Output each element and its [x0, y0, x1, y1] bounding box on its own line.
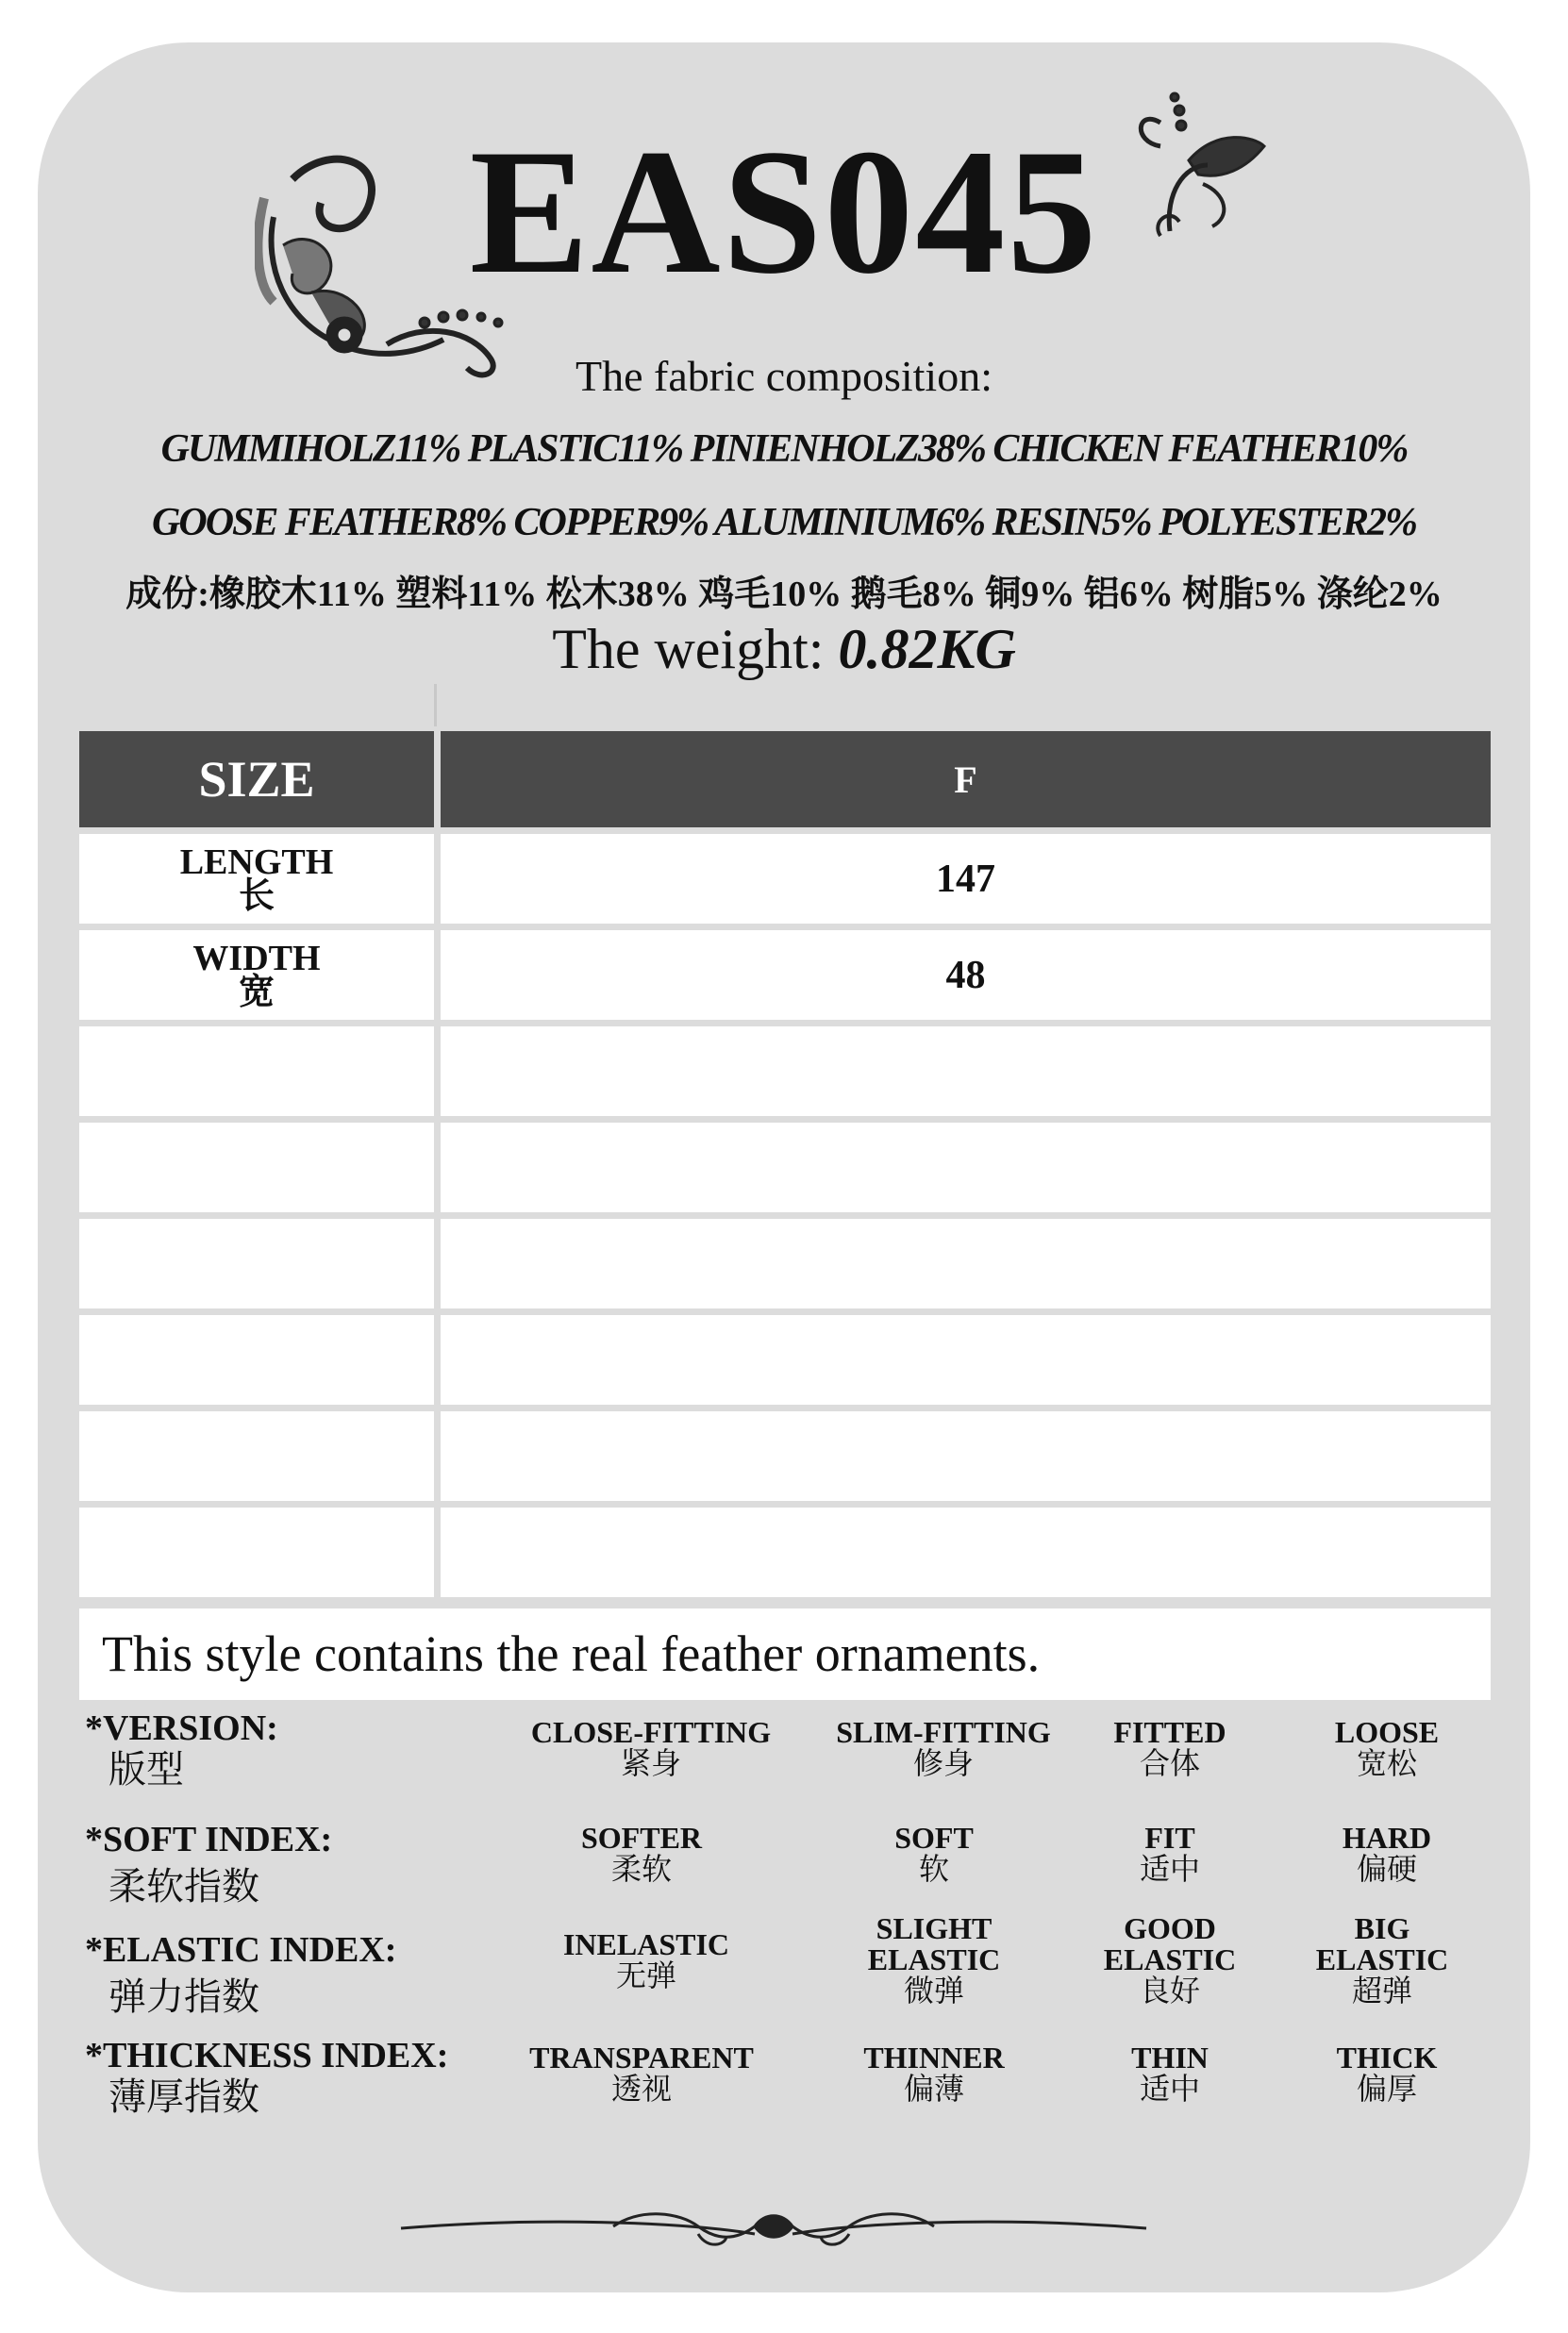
elastic-index-label-cn: 弹力指数	[108, 1975, 259, 2018]
soft-option	[1255, 1823, 1519, 1885]
fabric-composition-label: The fabric composition:	[575, 352, 993, 400]
option-en: SLIGHT ELASTIC	[867, 1911, 1001, 1976]
thickness-option	[509, 2042, 774, 2105]
row-value	[441, 1123, 1491, 1212]
row-value	[441, 1219, 1491, 1308]
composition-english-line-2: GOOSE FEATHER8% COPPER9% ALUMINIUM6% RESIN5% POLYESTER2%	[152, 501, 1416, 544]
option-en: TRANSPARENT	[529, 2041, 754, 2075]
option-cn: 适中	[1139, 1852, 1200, 1886]
option-en: SLIM-FITTING	[836, 1715, 1051, 1749]
option-en: LOOSE	[1334, 1715, 1440, 1749]
row-label	[79, 1411, 441, 1501]
thickness-index-label	[85, 2035, 448, 2118]
elastic-option	[514, 1929, 778, 1991]
option-en: INELASTIC	[562, 1927, 730, 1961]
option-cn: 宽松	[1356, 1746, 1417, 1780]
thickness-option	[1255, 2042, 1519, 2105]
soft-index-label	[85, 1819, 332, 1908]
size-header: SIZE	[79, 731, 441, 827]
row-label	[79, 834, 441, 924]
row-label	[79, 1219, 441, 1308]
version-option	[811, 1717, 1076, 1779]
option-cn: 偏硬	[1356, 1852, 1417, 1886]
table-row	[79, 1411, 1491, 1501]
thickness-index-label-en: *THICKNESS INDEX:	[85, 2036, 449, 2075]
composition-english-line-1: GUMMIHOLZ11% PLASTIC11% PINIENHOLZ38% CHICKEN FEATHER10%	[160, 427, 1408, 471]
version-option	[519, 1717, 783, 1779]
table-row	[79, 1315, 1491, 1405]
soft-option	[509, 1823, 774, 1885]
option-cn: 超弹	[1351, 1974, 1412, 2008]
row-label	[79, 1123, 441, 1212]
row-label-cn: 宽	[238, 972, 275, 1012]
version-label-en: *VERSION:	[85, 1708, 278, 1748]
weight-label: The weight:	[552, 618, 825, 680]
row-value	[441, 1315, 1491, 1405]
elastic-option	[802, 1913, 1066, 2007]
bottom-flourish-icon	[396, 2198, 1151, 2255]
size-f-header: F	[441, 731, 1491, 827]
elastic-index-label	[85, 1929, 396, 2018]
composition-chinese: 成份:橡胶木11% 塑料11% 松木38% 鸡毛10% 鹅毛8% 铜9% 铝6% 树脂5% 涤纶2%	[125, 575, 1443, 614]
row-value	[441, 1508, 1491, 1597]
weight-value: 0.82KG	[838, 618, 1016, 680]
soft-index-label-en: *SOFT INDEX:	[85, 1820, 333, 1859]
option-cn: 合体	[1139, 1746, 1200, 1780]
thickness-index-label-cn: 薄厚指数	[108, 2075, 259, 2118]
row-label	[79, 930, 441, 1020]
option-cn: 偏厚	[1356, 2072, 1417, 2106]
option-en: THINNER	[863, 2041, 1005, 2075]
option-cn: 偏薄	[903, 2072, 964, 2106]
row-value	[441, 1026, 1491, 1116]
table-header-row	[79, 731, 1491, 827]
option-en: THICK	[1336, 2041, 1438, 2075]
row-label-cn: 长	[238, 875, 275, 916]
elastic-index-label-en: *ELASTIC INDEX:	[85, 1930, 397, 1970]
soft-index-label-cn: 柔软指数	[108, 1865, 259, 1908]
row-label	[79, 1315, 441, 1405]
table-row	[79, 930, 1491, 1020]
weight-line	[0, 617, 1568, 682]
row-value: 147	[441, 834, 1491, 924]
option-en: SOFT	[894, 1821, 974, 1855]
table-row	[79, 834, 1491, 924]
feather-note: This style contains the real feather ornaments.	[79, 1608, 1491, 1700]
option-cn: 柔软	[610, 1852, 672, 1886]
option-cn: 无弹	[615, 1958, 676, 1992]
row-label-en: LENGTH	[179, 842, 334, 882]
table-row	[79, 1026, 1491, 1116]
version-label	[85, 1708, 278, 1791]
thickness-option	[802, 2042, 1066, 2105]
version-option	[1255, 1717, 1519, 1779]
option-en: FITTED	[1113, 1715, 1226, 1749]
option-cn: 紧身	[620, 1746, 681, 1780]
table-row	[79, 1219, 1491, 1308]
row-label	[79, 1026, 441, 1116]
divider	[434, 684, 437, 726]
option-en: THIN	[1131, 2041, 1209, 2075]
version-label-cn: 版型	[108, 1748, 184, 1791]
soft-option	[802, 1823, 1066, 1885]
row-label	[79, 1508, 441, 1597]
size-table	[79, 725, 1491, 1604]
option-cn: 透视	[610, 2072, 672, 2106]
option-en: FIT	[1144, 1821, 1195, 1855]
option-en: CLOSE-FITTING	[530, 1715, 772, 1749]
product-code-title: EAS045	[469, 113, 1099, 311]
elastic-option	[1250, 1913, 1514, 2007]
option-en: BIG ELASTIC	[1315, 1911, 1449, 1976]
option-cn: 良好	[1139, 1974, 1200, 2008]
row-value	[441, 1411, 1491, 1501]
option-cn: 微弹	[903, 1974, 964, 2008]
row-value: 48	[441, 930, 1491, 1020]
table-row	[79, 1508, 1491, 1597]
table-row	[79, 1123, 1491, 1212]
option-en: SOFTER	[580, 1821, 703, 1855]
option-cn: 修身	[912, 1746, 974, 1780]
option-en: HARD	[1342, 1821, 1432, 1855]
option-en: GOOD ELASTIC	[1103, 1911, 1237, 1976]
row-label-en: WIDTH	[192, 938, 321, 978]
option-cn: 适中	[1139, 2072, 1200, 2106]
option-cn: 软	[918, 1852, 949, 1886]
